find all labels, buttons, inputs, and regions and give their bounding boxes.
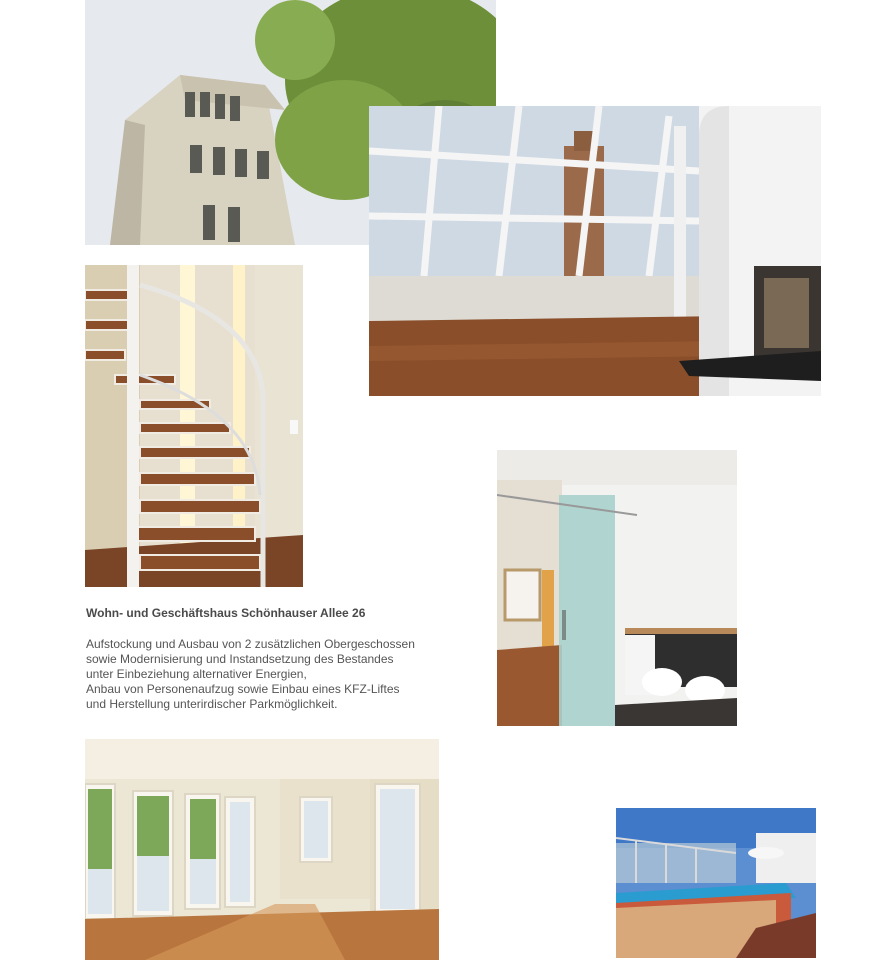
description-line: und Herstellung unterirdischer Parkmöglichkeit. — [86, 697, 338, 711]
photo-bathroom — [497, 450, 737, 726]
photo-attic-glass-roof — [369, 106, 821, 396]
photo-spiral-staircase — [85, 265, 303, 587]
description-line: sowie Modernisierung und Instandsetzung des Bestandes — [86, 652, 394, 666]
project-title: Wohn- und Geschäftshaus Schönhauser Allee 26 — [86, 606, 366, 620]
photo-living-room — [85, 739, 439, 960]
description-line: Aufstockung und Ausbau von 2 zusätzlichen Obergeschossen — [86, 637, 415, 651]
description-line: Anbau von Personenaufzug sowie Einbau eines KFZ-Liftes — [86, 682, 400, 696]
photo-roof-terrace-pool — [616, 808, 816, 958]
project-description — [86, 637, 466, 712]
description-line: unter Einbeziehung alternativer Energien, — [86, 667, 307, 681]
